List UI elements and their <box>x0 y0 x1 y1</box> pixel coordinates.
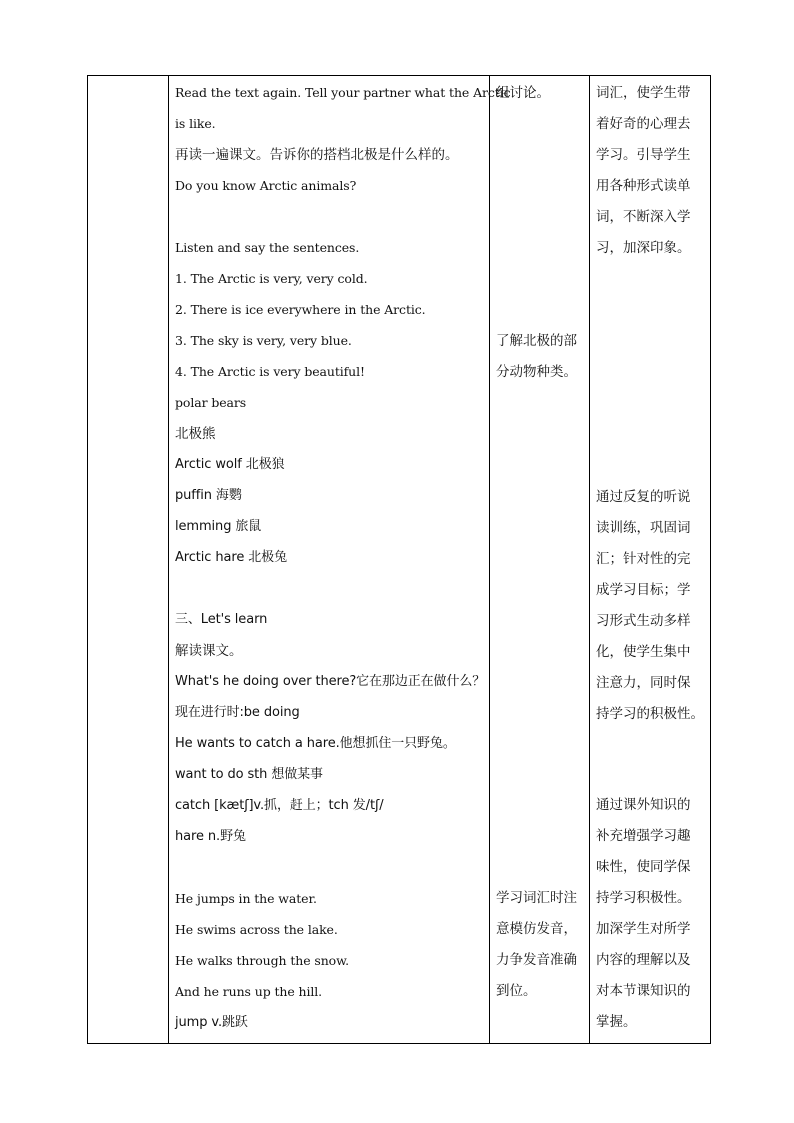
content-line: He wants to catch a hare.他想抓住一只野兔。 <box>175 736 456 751</box>
intent-line: 读训练，巩固词 <box>596 520 691 536</box>
content-line: 北极熊 <box>175 426 216 442</box>
intent-line: 着好奇的心理去 <box>596 116 691 132</box>
intent-line: 加深学生对所学 <box>596 921 691 937</box>
content-line: 三、Let's learn <box>175 612 268 627</box>
intent-line: 成学习目标；学 <box>596 582 691 598</box>
content-line: And he runs up the hill. <box>175 984 323 999</box>
content-line: puffin 海鹦 <box>175 488 242 503</box>
content-line: Read the text again. Tell your partner what the Arctic <box>175 85 511 100</box>
content-line: 解读课文。 <box>175 643 243 659</box>
intent-line: 通过反复的听说 <box>596 489 691 505</box>
content-line: 2. There is ice everywhere in the Arctic. <box>175 302 426 317</box>
content-line: Listen and say the sentences. <box>175 240 360 255</box>
activity-line: 意模仿发音， <box>496 921 577 937</box>
content-line: 再读一遍课文。告诉你的搭档北极是什么样的。 <box>175 147 459 163</box>
stage-column-cell <box>88 76 169 1044</box>
intent-line: 补充增强学习趣 <box>596 828 691 844</box>
intent-line: 持学习的积极性。 <box>596 706 704 722</box>
intent-line: 通过课外知识的 <box>596 797 691 813</box>
intent-line: 味性，使同学保 <box>596 859 691 875</box>
table-row <box>88 76 711 1044</box>
content-line: hare n.野兔 <box>175 829 246 844</box>
content-line: Arctic hare 北极兔 <box>175 550 287 565</box>
content-line: want to do sth 想做某事 <box>175 767 323 782</box>
intent-line: 汇；针对性的完 <box>596 551 691 567</box>
intent-line: 化，使学生集中 <box>596 644 691 660</box>
intent-line: 内容的理解以及 <box>596 952 691 968</box>
content-line: 1. The Arctic is very, very cold. <box>175 271 368 286</box>
content-line: Do you know Arctic animals? <box>175 178 357 193</box>
content-line: is like. <box>175 116 216 131</box>
activity-line: 力争发音准确 <box>496 952 577 968</box>
content-line: He jumps in the water. <box>175 891 317 906</box>
content-line: He swims across the lake. <box>175 922 338 937</box>
intent-line: 词汇，使学生带 <box>596 85 691 101</box>
content-line: jump v.跳跃 <box>175 1015 248 1030</box>
intent-line: 习，加深印象。 <box>596 240 691 256</box>
activity-line: 了解北极的部 <box>496 333 577 349</box>
activity-line: 学习词汇时注 <box>496 890 577 906</box>
intent-line: 习形式生动多样 <box>596 613 691 629</box>
activity-line: 组讨论。 <box>496 85 550 101</box>
content-line: What's he doing over there?它在那边正在做什么？ <box>175 674 486 689</box>
intent-line: 持学习积极性。 <box>596 890 691 906</box>
content-line: Arctic wolf 北极狼 <box>175 457 285 472</box>
intent-line: 学习。引导学生 <box>596 147 691 163</box>
activity-line: 分动物种类。 <box>496 364 577 380</box>
content-line: He walks through the snow. <box>175 953 350 968</box>
content-line: 4. The Arctic is very beautiful! <box>175 364 365 379</box>
content-line: 3. The sky is very, very blue. <box>175 333 352 348</box>
intent-line: 词，不断深入学 <box>596 209 691 225</box>
content-line: catch [kætʃ]v.抓，赶上；tch 发/tʃ/ <box>175 798 384 813</box>
content-line: lemming 旅鼠 <box>175 519 262 534</box>
intent-line: 掌握。 <box>596 1014 637 1030</box>
intent-line: 对本节课知识的 <box>596 983 691 999</box>
design-intent-cell <box>590 76 711 1044</box>
content-line: 现在进行时:be doing <box>175 705 300 720</box>
intent-line: 用各种形式读单 <box>596 178 691 194</box>
activity-line: 到位。 <box>496 983 537 999</box>
intent-line: 注意力，同时保 <box>596 675 691 691</box>
student-activity-cell <box>490 76 590 1044</box>
teaching-content-cell <box>169 76 511 1044</box>
lesson-plan-table <box>87 75 711 1044</box>
content-line: polar bears <box>175 395 247 410</box>
